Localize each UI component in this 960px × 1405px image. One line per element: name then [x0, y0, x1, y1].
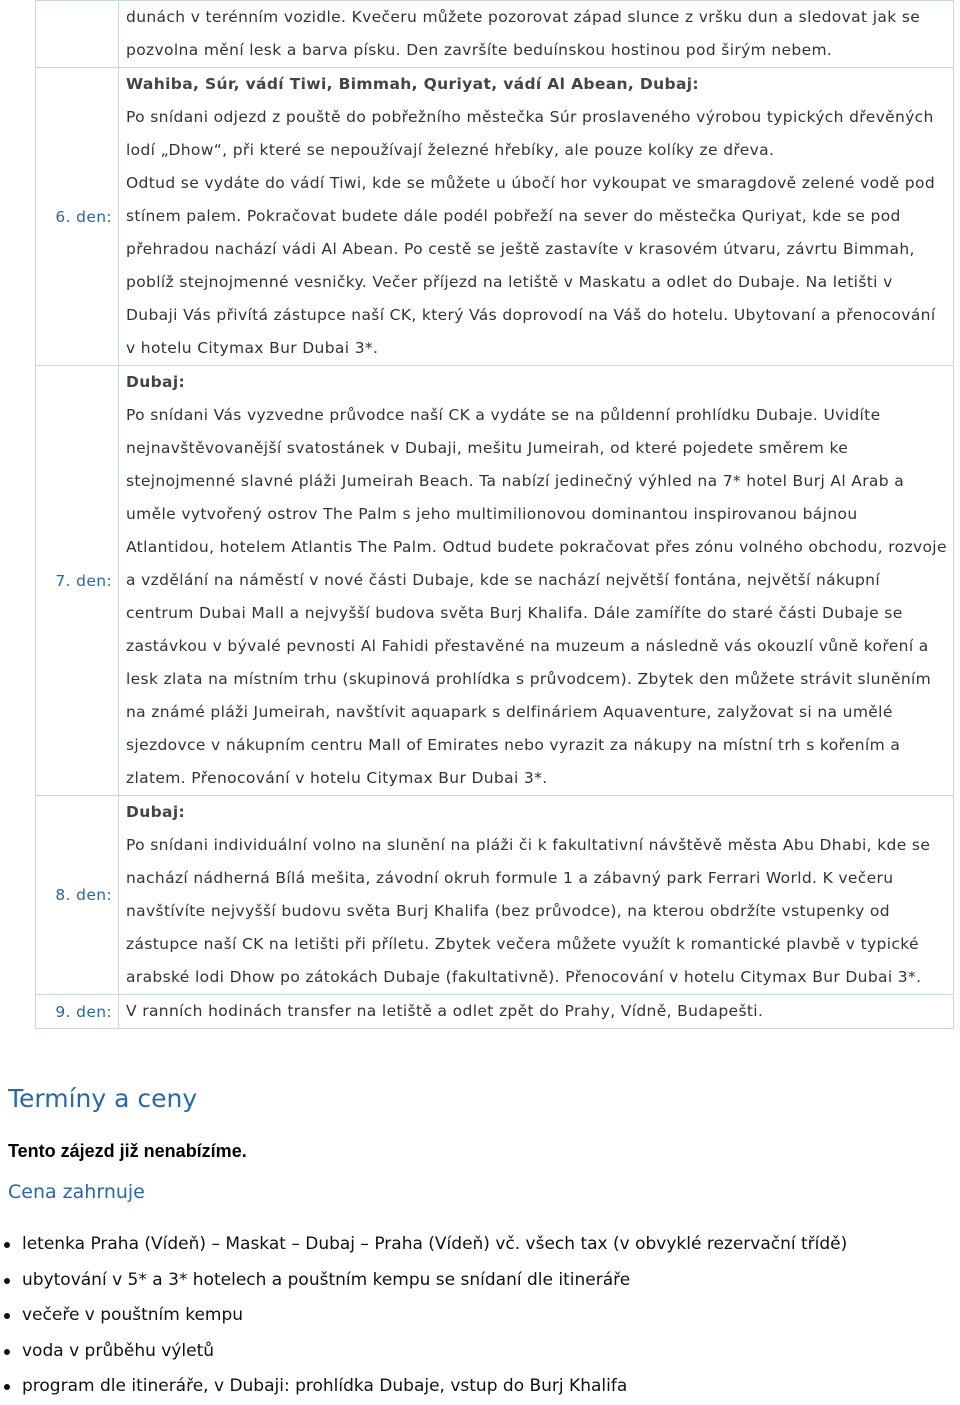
- day-label: 7. den:: [36, 366, 119, 796]
- description-paragraph: Po snídani Vás vyzvedne průvodce naší CK a vydáte se na půldenní prohlídku Dubaje. Uvidíte nejnavštěvovanější svatostánek v Dubaji, mešitu Jumeirah, od které pojedete směrem ke stejnojmenné slavné pláži Jumeirah Beach. Ta nabízí jedinečný výhled na 7* hotel Burj Al Arab a uměle vytvořený ostrov The Palm s jeho multimilionovou dominantou inspirovanou bájnou Atlantidou, hotelem Atlantis The Palm. Odtud budete pokračovat přes zónu volného obchodu, rozvoje a vzdělání na náměstí v nové části Dubaje, kde se nachází největší fontána, největší nákupní centrum Dubai Mall a nejvyšší budova světa Burj Khalifa. Dále zamíříte do staré části Dubaje se zastávkou v bývalé pevnosti Al Fahidi přestavěné na muzeum a následně vás okouzlí vůně koření a lesk zlata na místním trhu (skupinová prohlídka s průvodcem). Zbytek den můžete strávit sluněním na známé pláži Jumeirah, navštívit aquapark s delfináriem Aquaventure, zalyžovat si na umělé sjezdovce v nákupním centru Mall of Emirates nebo vyrazit za nákupy na místní trh s kořením a zlatem. Přenocování v hotelu Citymax Bur Dubai 3*.: [126, 406, 947, 787]
- description-paragraph: Po snídani odjezd z pouště do pobřežního městečka Súr proslaveného výrobou typických dřevěných lodí „Dhow“, při které se nepoužívají železné hřebíky, ale pouze kolíky ze dřeva.: [126, 108, 934, 159]
- day-description: [119, 995, 954, 1029]
- description-paragraph: Odtud se vydáte do vádí Tiwi, kde se můžete u úbočí hor vykoupat ve smaragdově zelené vodě pod stínem palem. Pokračovat budete dále podél pobřeží na sever do městečka Quriyat, kde se pod přehradou nachází vádi Al Abean. Po cestě se ještě zastavíte v krasovém útvaru, závrtu Bimmah, poblíž stejnojmenné vesničky. Večer příjezd na letiště v Maskatu a odlet do Dubaje. Na letišti v Dubaji Vás přivítá zástupce naší CK, který Vás doprovodí na Váš do hotelu. Ubytovaní a přenocování v hotelu Citymax Bur Dubai 3*.: [126, 174, 936, 357]
- list-item: [22, 1298, 847, 1334]
- bullet-icon: [4, 1313, 10, 1319]
- day-description: [119, 796, 954, 995]
- day-description: [119, 1, 954, 68]
- itinerary-table: [35, 0, 954, 1029]
- day-heading: Dubaj:: [126, 373, 186, 391]
- price-includes-heading: Cena zahrnuje: [8, 1181, 145, 1203]
- day-description: [119, 68, 954, 366]
- list-item-text: večeře v pouštním kempu: [22, 1305, 244, 1325]
- list-item-text: program dle itineráře, v Dubaji: prohlídka Dubaje, vstup do Burj Khalifa: [22, 1376, 628, 1396]
- day-heading: Wahiba, Súr, vádí Tiwi, Bimmah, Quriyat, vádí Al Abean, Dubaj:: [126, 75, 699, 93]
- day-label: 8. den:: [36, 796, 119, 995]
- day-heading: Dubaj:: [126, 803, 186, 821]
- list-item: [22, 1227, 847, 1263]
- itinerary-row-day-7: [36, 366, 954, 796]
- terms-and-prices-heading: Termíny a ceny: [8, 1084, 198, 1113]
- description-paragraph: V ranních hodinách transfer na letiště a odlet zpět do Prahy, Vídně, Budapešti.: [126, 1002, 764, 1020]
- bullet-icon: [4, 1278, 10, 1284]
- description-paragraph: dunách v terénním vozidle. Kvečeru můžete pozorovat západ slunce z vršku dun a sledovat jak se pozvolna mění lesk a barva písku. Den završíte beduínskou hostinou pod širým nebem.: [126, 8, 921, 59]
- list-item-text: voda v průběhu výletů: [22, 1340, 215, 1361]
- list-item-text: letenka Praha (Vídeň) – Maskat – Dubaj – Praha (Vídeň) vč. všech tax (v obvyklé rezervační třídě): [22, 1234, 848, 1254]
- bullet-icon: [4, 1242, 10, 1248]
- day-description: [119, 366, 954, 796]
- itinerary-row-day-6: [36, 68, 954, 366]
- bullet-icon: [4, 1349, 10, 1355]
- list-item-text: ubytování v 5* a 3* hotelech a pouštním kempu se snídaní dle itineráře: [22, 1269, 631, 1290]
- bullet-icon: [4, 1384, 10, 1390]
- list-item: [22, 1334, 847, 1370]
- day-label: [36, 1, 119, 68]
- list-item: [22, 1263, 847, 1299]
- day-label: 9. den:: [36, 995, 119, 1029]
- list-item: [22, 1369, 847, 1405]
- not-offered-notice: Tento zájezd již nenabízíme.: [8, 1141, 247, 1161]
- price-includes-list: [22, 1227, 847, 1405]
- itinerary-row-day-9: [36, 995, 954, 1029]
- description-paragraph: Po snídani individuální volno na slunění na pláži či k fakultativní návštěvě města Abu Dhabi, kde se nachází nádherná Bílá mešita, závodní okruh formule 1 a zábavný park Ferrari World. K večeru navštívíte nejvyšší budovu světa Burj Khalifa (bez průvodce), na kterou obdržíte vstupenky od zástupce naší CK na letišti při příletu. Zbytek večera můžete využít k romantické plavbě v typické arabské lodi Dhow po zátokách Dubaje (fakultativně). Přenocování v hotelu Citymax Bur Dubai 3*.: [126, 836, 931, 986]
- itinerary-row-day-8: [36, 796, 954, 995]
- itinerary-row-continuation: [36, 1, 954, 68]
- day-label: 6. den:: [36, 68, 119, 366]
